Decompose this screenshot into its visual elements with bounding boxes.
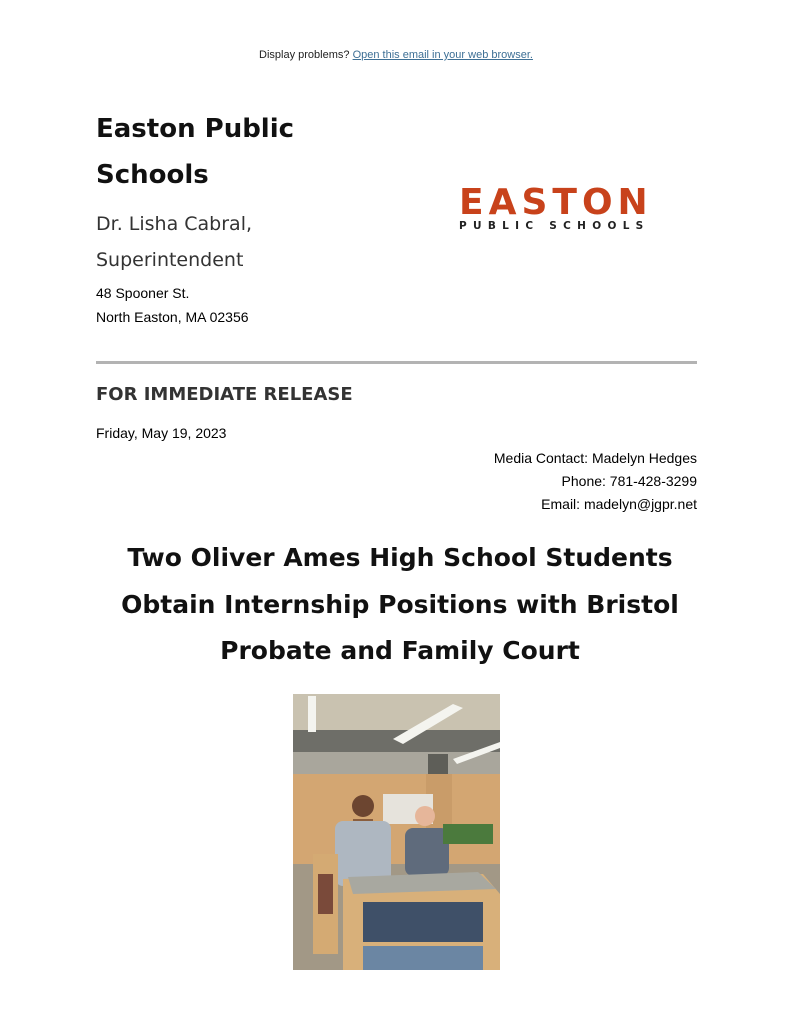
header-divider bbox=[96, 361, 697, 364]
open-in-browser-link[interactable]: Open this email in your web browser. bbox=[352, 49, 533, 61]
address-line-1: 48 Spooner St. bbox=[96, 285, 190, 301]
headline: Two Oliver Ames High School Students Obtain Internship Positions with Bristol Probate and Family Court bbox=[121, 543, 679, 665]
display-problems-text: Display problems? bbox=[259, 49, 350, 61]
org-name: Easton Public Schools bbox=[96, 114, 295, 190]
address bbox=[96, 281, 249, 329]
release-label: FOR IMMEDIATE RELEASE bbox=[96, 384, 353, 405]
logo-sub-text: PUBLIC SCHOOLS bbox=[459, 220, 650, 232]
media-contact-email: Email: madelyn@jgpr.net bbox=[541, 496, 697, 512]
address-line-2: North Easton, MA 02356 bbox=[96, 309, 249, 325]
media-contact bbox=[494, 447, 697, 516]
media-contact-name: Media Contact: Madelyn Hedges bbox=[493, 450, 697, 466]
superintendent-name: Dr. Lisha Cabral, Superintendent bbox=[96, 213, 253, 271]
release-date: Friday, May 19, 2023 bbox=[96, 425, 227, 441]
logo-main-text: EASTON bbox=[459, 182, 653, 223]
media-contact-phone: Phone: 781-428-3299 bbox=[561, 473, 697, 489]
display-problems-bar bbox=[0, 49, 792, 61]
students-photo bbox=[293, 694, 500, 970]
easton-logo bbox=[459, 182, 659, 232]
